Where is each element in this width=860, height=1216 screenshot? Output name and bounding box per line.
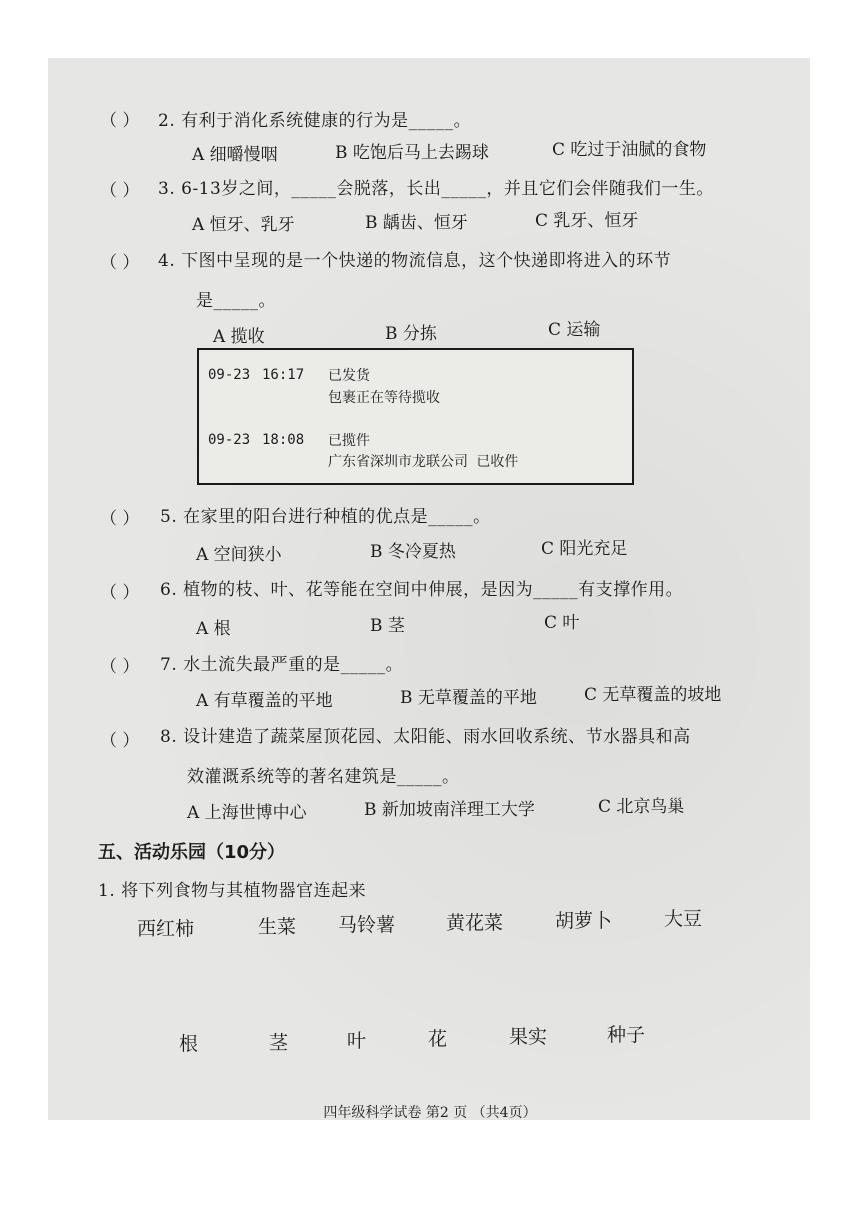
plant-organ[interactable]: 茎 — [269, 1032, 289, 1054]
q5-option-a[interactable]: A 空间狭小 — [196, 545, 282, 565]
log-2-status: 已揽件 — [328, 433, 370, 449]
answer-blank-q3[interactable]: （ ） — [100, 181, 140, 201]
q6-option-a[interactable]: A 根 — [196, 619, 231, 639]
plant-organ[interactable]: 种子 — [607, 1024, 646, 1046]
q7-option-a[interactable]: A 有草覆盖的平地 — [196, 691, 333, 711]
q4-option-c[interactable]: C 运输 — [548, 320, 601, 340]
question-4-stem-cont: 是_____。 — [196, 291, 276, 311]
food-item[interactable]: 大豆 — [664, 908, 703, 930]
q3-option-c[interactable]: C 乳牙、恒牙 — [535, 211, 639, 231]
log-1-detail: 包裹正在等待揽收 — [328, 390, 440, 406]
question-7-stem: 7. 水土流失最严重的是_____。 — [160, 655, 404, 675]
q2-option-a[interactable]: A 细嚼慢咽 — [192, 145, 278, 165]
page-footer: 四年级科学试卷 第2 页 （共4页） — [323, 1105, 537, 1121]
plant-organ[interactable]: 果实 — [509, 1026, 548, 1048]
question-8-stem-cont: 效灌溉系统等的著名建筑是_____。 — [187, 767, 460, 787]
answer-blank-q7[interactable]: （ ） — [100, 657, 140, 677]
food-item[interactable]: 生菜 — [258, 916, 297, 938]
food-item[interactable]: 西红柿 — [137, 918, 195, 940]
question-5-stem: 5. 在家里的阳台进行种植的优点是_____。 — [160, 507, 491, 527]
q2-option-b[interactable]: B 吃饱后马上去踢球 — [335, 143, 489, 163]
question-4-stem: 4. 下图中呈现的是一个快递的物流信息，这个快递即将进入的环节 — [158, 251, 672, 271]
plant-organ[interactable]: 花 — [428, 1028, 448, 1050]
answer-blank-q6[interactable]: （ ） — [100, 583, 140, 603]
log-1-date: 09-23 — [208, 367, 251, 383]
question-8-stem: 8. 设计建造了蔬菜屋顶花园、太阳能、雨水回收系统、节水器具和高 — [160, 727, 691, 747]
log-2-detail: 广东省深圳市龙联公司 已收件 — [328, 454, 519, 470]
q3-option-b[interactable]: B 龋齿、恒牙 — [365, 213, 468, 233]
log-2-time: 18:08 — [262, 432, 305, 448]
q8-option-b[interactable]: B 新加坡南洋理工大学 — [364, 800, 535, 820]
log-1-time: 16:17 — [262, 367, 305, 383]
q7-option-b[interactable]: B 无草覆盖的平地 — [400, 688, 537, 708]
plant-organ[interactable]: 叶 — [347, 1030, 367, 1052]
q6-option-b[interactable]: B 茎 — [370, 616, 405, 636]
q8-option-c[interactable]: C 北京鸟巢 — [598, 797, 685, 817]
q5-option-c[interactable]: C 阳光充足 — [541, 539, 628, 559]
q3-option-a[interactable]: A 恒牙、乳牙 — [192, 215, 295, 235]
q2-option-c[interactable]: C 吃过于油腻的食物 — [552, 140, 707, 160]
answer-blank-q4[interactable]: （ ） — [100, 253, 140, 273]
question-6-stem: 6. 植物的枝、叶、花等能在空间中伸展，是因为_____有支撑作用。 — [160, 580, 684, 600]
q5-option-b[interactable]: B 冬冷夏热 — [370, 542, 456, 562]
q6-option-c[interactable]: C 叶 — [544, 613, 580, 633]
section-5-task: 1. 将下列食物与其植物器官连起来 — [98, 881, 367, 901]
q4-option-a[interactable]: A 揽收 — [213, 327, 265, 347]
question-3-stem: 3. 6-13岁之间，_____会脱落，长出_____，并且它们会伴随我们一生。 — [158, 179, 714, 199]
answer-blank-q5[interactable]: （ ） — [100, 509, 140, 529]
q8-option-a[interactable]: A 上海世博中心 — [187, 803, 307, 823]
answer-blank-q2[interactable]: （ ） — [100, 111, 140, 131]
answer-blank-q8[interactable]: （ ） — [100, 731, 140, 751]
q4-option-b[interactable]: B 分拣 — [385, 324, 437, 344]
food-item[interactable]: 马铃薯 — [338, 914, 396, 936]
food-item[interactable]: 胡萝卜 — [555, 910, 613, 932]
food-item[interactable]: 黄花菜 — [446, 912, 504, 934]
question-2-stem: 2. 有利于消化系统健康的行为是_____。 — [158, 111, 472, 131]
plant-organ[interactable]: 根 — [179, 1033, 199, 1055]
log-1-status: 已发货 — [328, 368, 370, 384]
section-5-heading: 五、活动乐园（10分） — [98, 842, 286, 863]
q7-option-c[interactable]: C 无草覆盖的坡地 — [584, 685, 722, 705]
log-2-date: 09-23 — [208, 432, 251, 448]
